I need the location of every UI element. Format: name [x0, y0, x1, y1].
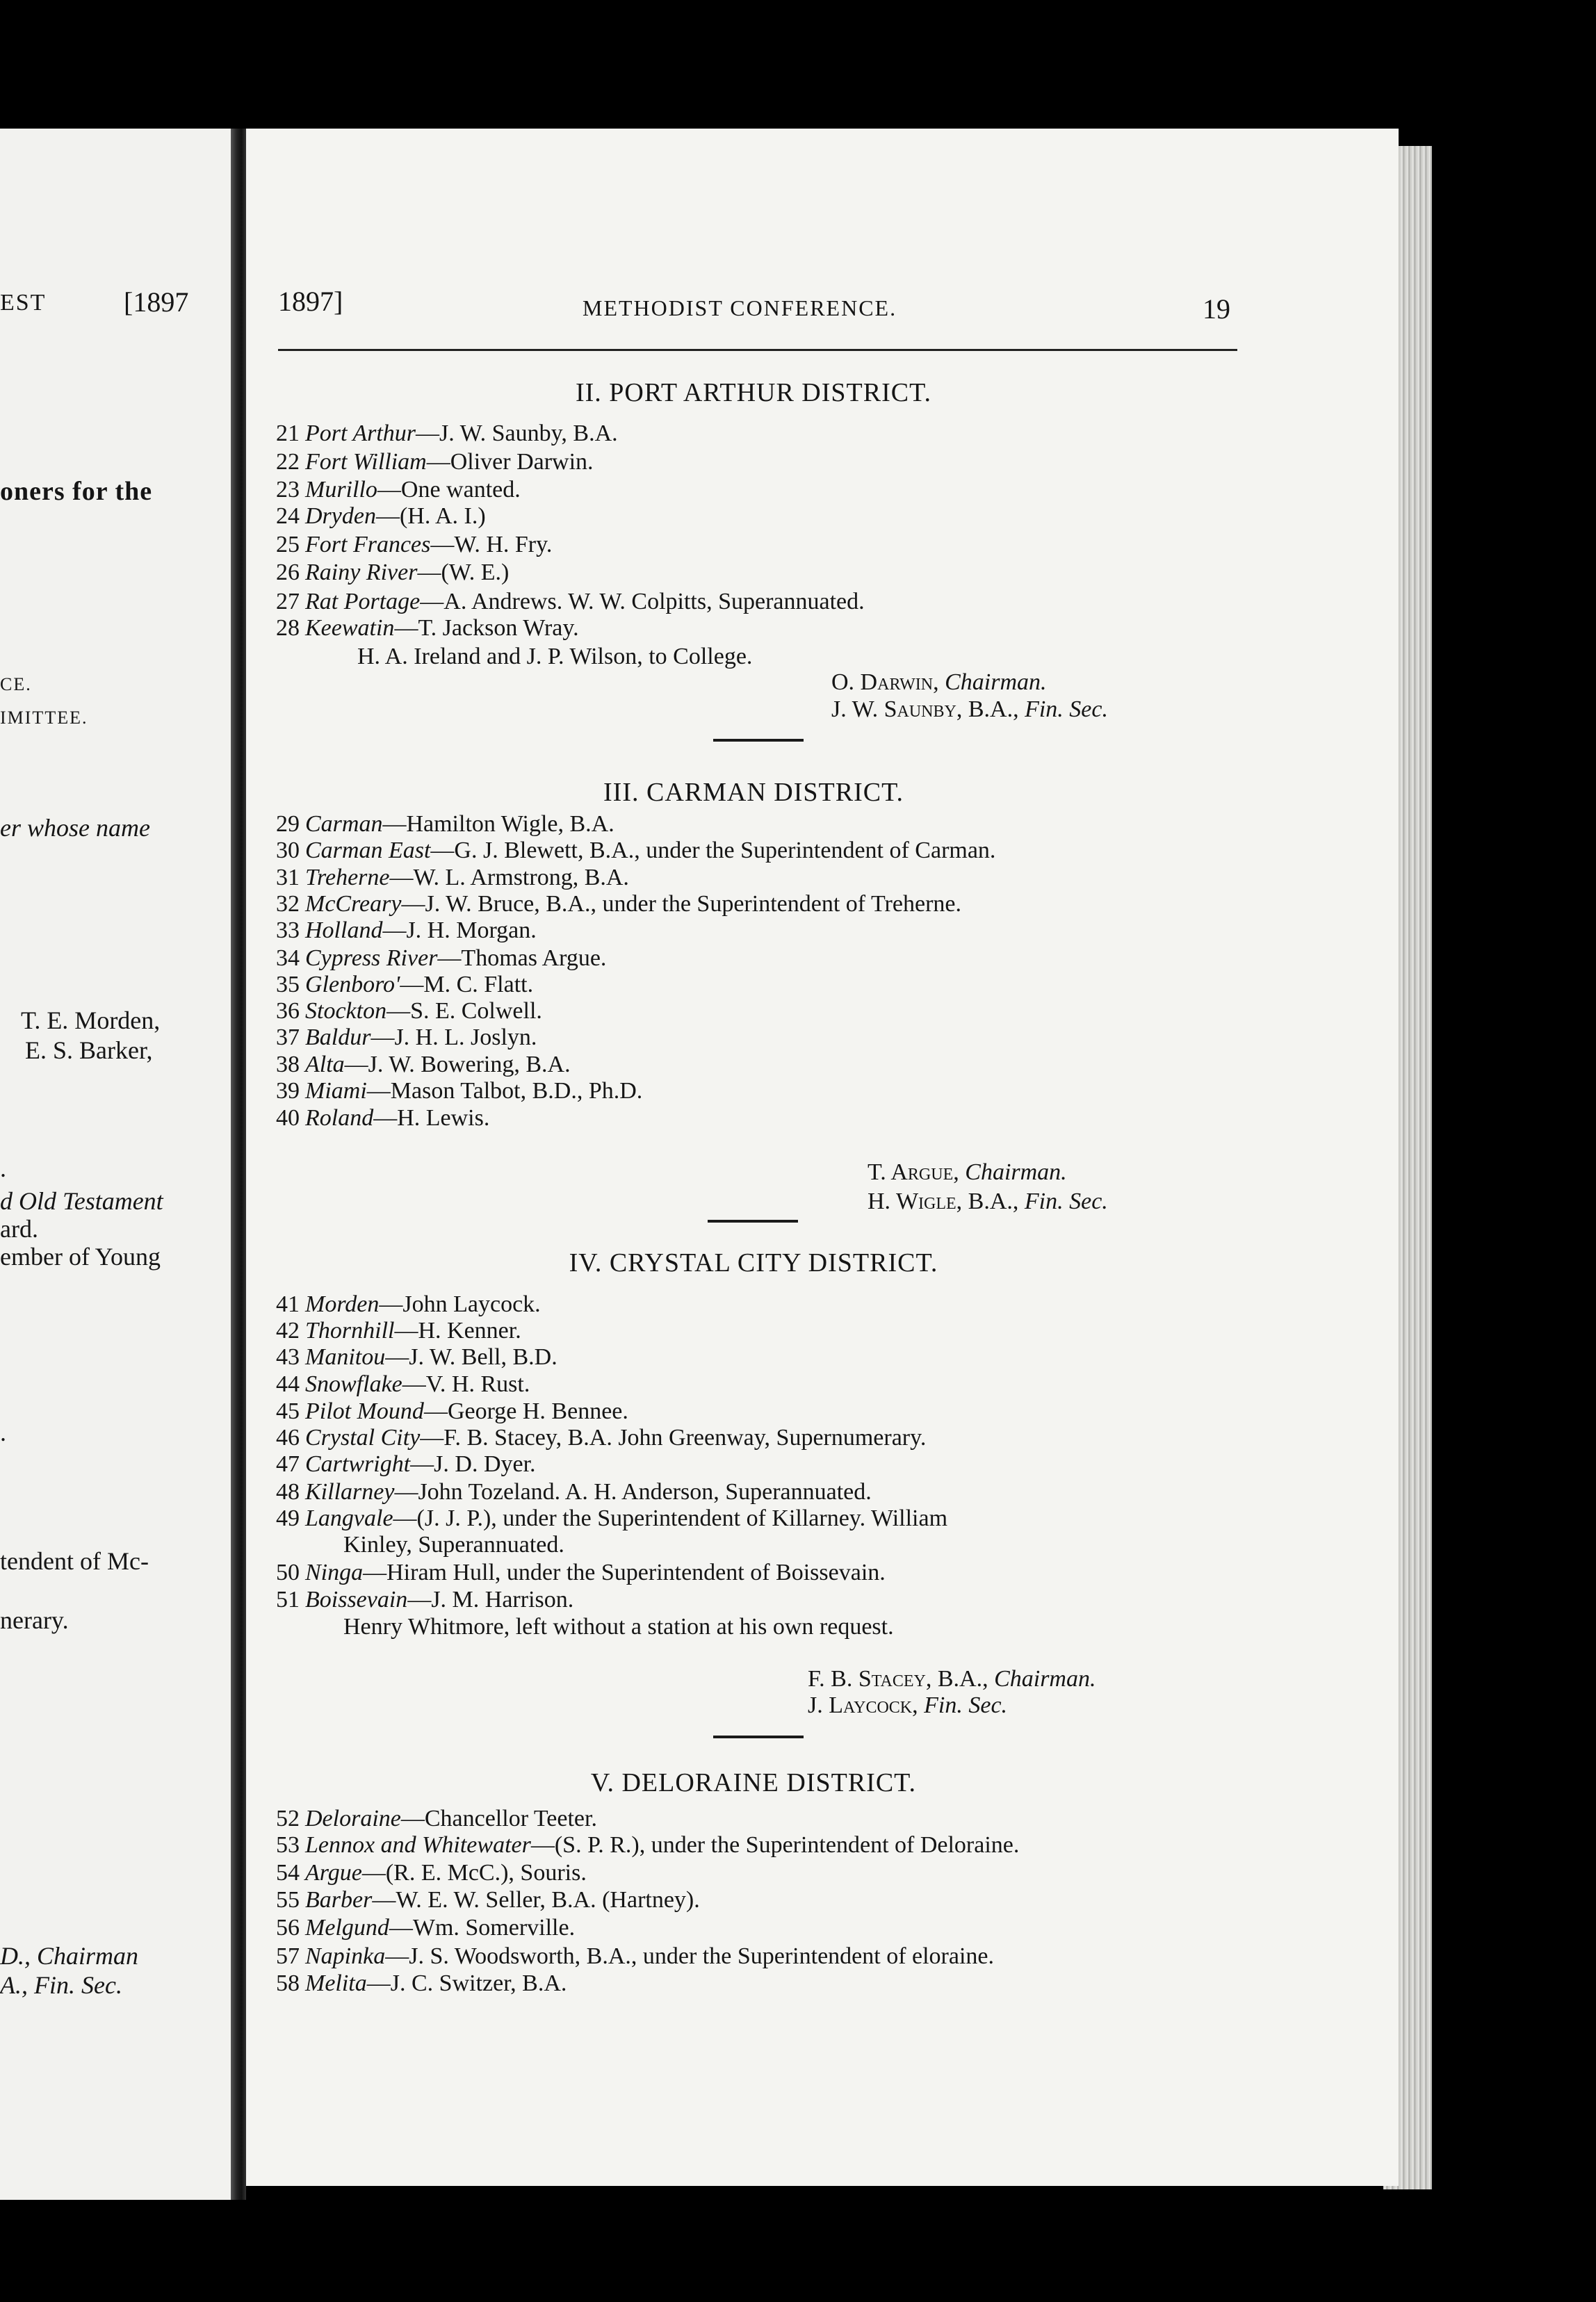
- station-entry: [276, 503, 486, 530]
- entry-number: 26: [276, 560, 300, 585]
- station-entry: [276, 1560, 886, 1586]
- entry-number: 30: [276, 838, 300, 863]
- entry-number: 25: [276, 532, 300, 557]
- entry-number: 50: [276, 1560, 300, 1585]
- appointment-text: —(W. E.): [417, 560, 510, 585]
- left-line: ard.: [0, 1215, 38, 1243]
- station-name: Baldur: [305, 1025, 371, 1050]
- left-line: .: [0, 1154, 6, 1182]
- district-note: Henry Whitmore, left without a station at his own request.: [343, 1614, 894, 1640]
- appointment-text: —J. W. Bruce, B.A., under the Superintendent of Treherne.: [401, 891, 961, 917]
- station-name: Cypress River: [305, 945, 438, 971]
- entry-number: 34: [276, 945, 300, 971]
- station-name: Pilot Mound: [305, 1398, 424, 1424]
- left-header-year: [1897: [124, 286, 189, 318]
- entry-number: 24: [276, 503, 300, 529]
- entry-number: 51: [276, 1587, 300, 1613]
- entry-number: 52: [276, 1806, 300, 1831]
- left-line: E. S. Barker,: [25, 1036, 153, 1064]
- entry-number: 28: [276, 615, 300, 641]
- appointment-text: —J. W. Saunby, B.A.: [416, 421, 618, 446]
- appointment-text: —S. E. Colwell.: [386, 998, 542, 1024]
- station-entry: [276, 1860, 587, 1886]
- entry-number: 40: [276, 1105, 300, 1131]
- appointment-text: —J. H. L. Joslyn.: [370, 1025, 537, 1050]
- left-line: A., Fin. Sec.: [0, 1971, 122, 1999]
- appointment-text: —J. C. Switzer, B.A.: [366, 1970, 567, 1996]
- page-number: 19: [1203, 293, 1230, 325]
- entry-number: 42: [276, 1318, 300, 1344]
- signatory-name: J. W. Saunby, B.A.,: [831, 696, 1019, 722]
- entry-number: 57: [276, 1943, 300, 1969]
- signatory-name: O. Darwin,: [831, 669, 939, 695]
- left-line: er whose name: [0, 814, 150, 842]
- station-entry: [276, 838, 995, 864]
- station-name: Cartwright: [305, 1451, 411, 1477]
- section-divider: [713, 739, 804, 742]
- station-entry: [276, 477, 521, 503]
- station-entry: [276, 421, 618, 447]
- entry-number: 37: [276, 1025, 300, 1050]
- signatory-role: Chairman.: [994, 1666, 1096, 1692]
- station-name: Alta: [305, 1052, 345, 1077]
- signature-line: [831, 669, 1047, 696]
- appointment-text: —(S. P. R.), under the Superintendent of Deloraine.: [530, 1832, 1020, 1858]
- left-line: tendent of Mc-: [0, 1547, 149, 1575]
- appointment-text: —Hiram Hull, under the Superintendent of Boissevain.: [363, 1560, 886, 1585]
- signatory-role: Chairman.: [945, 669, 1047, 695]
- station-entry: [276, 1078, 642, 1104]
- entry-number: 53: [276, 1832, 300, 1858]
- station-name: Langvale: [305, 1505, 393, 1531]
- station-name: Treherne: [305, 865, 390, 890]
- station-name: Lennox and Whitewater: [305, 1832, 531, 1858]
- station-name: Crystal City: [305, 1425, 421, 1451]
- station-name: Napinka: [305, 1943, 386, 1969]
- left-header-title: EST: [0, 290, 47, 316]
- section-divider: [708, 1220, 798, 1223]
- station-name: Ninga: [305, 1560, 364, 1585]
- entry-number: 38: [276, 1052, 300, 1077]
- appointment-text: —J. D. Dyer.: [410, 1451, 536, 1477]
- station-entry: [276, 615, 579, 642]
- left-line: nerary.: [0, 1606, 69, 1634]
- entry-number: 45: [276, 1398, 300, 1424]
- entry-number: 33: [276, 917, 300, 943]
- station-name: Thornhill: [305, 1318, 395, 1344]
- signatory-name: F. B. Stacey, B.A.,: [808, 1666, 988, 1692]
- entry-number: 54: [276, 1860, 300, 1886]
- station-entry: [276, 560, 509, 586]
- entry-number: 22: [276, 449, 300, 475]
- district-note: H. A. Ireland and J. P. Wilson, to College.: [357, 644, 753, 669]
- signature-line: [868, 1159, 1067, 1186]
- entry-number: 43: [276, 1344, 300, 1370]
- entry-number: 32: [276, 891, 300, 917]
- station-entry: [276, 1479, 872, 1505]
- left-line: IMITTEE.: [0, 708, 88, 728]
- station-name: Holland: [305, 917, 383, 943]
- signature-line: [808, 1692, 1007, 1719]
- signatory-role: Fin. Sec.: [924, 1692, 1008, 1718]
- station-name: Stockton: [305, 998, 387, 1024]
- station-name: Dryden: [305, 503, 376, 529]
- appointment-text: —(H. A. I.): [375, 503, 486, 529]
- station-name: Rat Portage: [305, 589, 421, 614]
- station-name: Killarney: [305, 1479, 395, 1505]
- station-entry: [276, 1025, 537, 1051]
- station-name: Murillo: [305, 477, 377, 503]
- station-entry: [276, 865, 629, 891]
- appointment-text: —Oliver Darwin.: [426, 449, 594, 475]
- station-entry: [276, 1587, 573, 1613]
- station-name: Glenboro': [305, 972, 400, 997]
- station-name: Boissevain: [305, 1587, 408, 1613]
- appointment-text: —J. W. Bowering, B.A.: [344, 1052, 571, 1077]
- station-entry: [276, 1887, 700, 1913]
- entry-number: 47: [276, 1451, 300, 1477]
- appointment-text: —Wm. Somerville.: [389, 1915, 576, 1941]
- entry-continuation: Kinley, Superannuated.: [343, 1532, 564, 1558]
- station-entry: [276, 1806, 597, 1832]
- station-name: Carman: [305, 811, 383, 837]
- appointment-text: —John Tozeland. A. H. Anderson, Superannuated.: [394, 1479, 872, 1505]
- station-entry: [276, 917, 537, 944]
- entry-number: 29: [276, 811, 300, 837]
- station-entry: [276, 1505, 947, 1532]
- appointment-text: —Thomas Argue.: [437, 945, 607, 971]
- station-name: Melgund: [305, 1915, 389, 1941]
- entry-number: 36: [276, 998, 300, 1024]
- station-entry: [276, 1915, 575, 1941]
- entry-number: 44: [276, 1371, 300, 1397]
- station-entry: [276, 1371, 530, 1398]
- appointment-text: —J. W. Bell, B.D.: [385, 1344, 557, 1370]
- signatory-name: J. Laycock,: [808, 1692, 918, 1718]
- signatory-name: T. Argue,: [868, 1159, 959, 1185]
- station-name: Manitou: [305, 1344, 386, 1370]
- appointment-text: —Hamilton Wigle, B.A.: [382, 811, 614, 837]
- station-name: Fort William: [305, 449, 427, 475]
- signatory-role: Fin. Sec.: [1024, 1189, 1108, 1214]
- station-name: Argue: [305, 1860, 362, 1886]
- appointment-text: —F. B. Stacey, B.A. John Greenway, Supernumerary.: [420, 1425, 927, 1451]
- entry-number: 48: [276, 1479, 300, 1505]
- station-entry: [276, 1832, 1019, 1859]
- entry-number: 31: [276, 865, 300, 890]
- entry-number: 27: [276, 589, 300, 614]
- appointment-text: —(R. E. McC.), Souris.: [361, 1860, 587, 1886]
- entry-number: 23: [276, 477, 300, 503]
- left-line: ember of Young: [0, 1243, 161, 1271]
- appointment-text: —G. J. Blewett, B.A., under the Superintendent of Carman.: [430, 838, 996, 863]
- station-entry: [276, 945, 606, 972]
- station-entry: [276, 1425, 926, 1451]
- left-line: oners for the: [0, 477, 153, 506]
- station-entry: [276, 1052, 571, 1078]
- station-entry: [276, 972, 533, 998]
- station-name: Fort Frances: [305, 532, 431, 557]
- appointment-text: —H. Kenner.: [394, 1318, 521, 1344]
- left-line: CE.: [0, 674, 32, 694]
- station-name: Snowflake: [305, 1371, 402, 1397]
- appointment-text: —W. L. Armstrong, B.A.: [389, 865, 629, 890]
- left-line: .: [0, 1419, 6, 1446]
- left-line: T. E. Morden,: [21, 1006, 161, 1034]
- appointment-text: —John Laycock.: [379, 1291, 541, 1317]
- station-entry: [276, 449, 594, 475]
- appointment-text: —One wanted.: [377, 477, 521, 503]
- entry-number: 56: [276, 1915, 300, 1941]
- station-name: Rainy River: [305, 560, 418, 585]
- appointment-text: —J. S. Woodsworth, B.A., under the Superintendent of eloraine.: [385, 1943, 995, 1969]
- appointment-text: —Chancellor Teeter.: [400, 1806, 597, 1831]
- station-entry: [276, 1398, 628, 1425]
- station-entry: [276, 811, 614, 838]
- appointment-text: —W. E. W. Seller, B.A. (Hartney).: [372, 1887, 700, 1913]
- appointment-text: —Mason Talbot, B.D., Ph.D.: [366, 1078, 643, 1104]
- appointment-text: —J. H. Morgan.: [382, 917, 537, 943]
- appointment-text: —George H. Bennee.: [423, 1398, 628, 1424]
- signature-line: [831, 696, 1108, 723]
- appointment-text: —V. H. Rust.: [402, 1371, 530, 1397]
- signatory-role: Fin. Sec.: [1025, 696, 1108, 722]
- signature-line: [808, 1666, 1096, 1692]
- district-title: III. CARMAN DISTRICT.: [603, 778, 904, 807]
- station-entry: [276, 1344, 557, 1371]
- station-entry: [276, 1105, 489, 1132]
- left-line: d Old Testament: [0, 1187, 163, 1215]
- station-name: Keewatin: [305, 615, 395, 641]
- station-name: Carman East: [305, 838, 431, 863]
- station-entry: [276, 1318, 521, 1344]
- running-header-title: METHODIST CONFERENCE.: [583, 295, 897, 320]
- station-name: Deloraine: [305, 1806, 401, 1831]
- appointment-text: —M. C. Flatt.: [400, 972, 534, 997]
- appointment-text: —W. H. Fry.: [430, 532, 553, 557]
- entry-number: 35: [276, 972, 300, 997]
- appointment-text: —H. Lewis.: [373, 1105, 490, 1131]
- entry-number: 21: [276, 421, 300, 446]
- entry-number: 39: [276, 1078, 300, 1104]
- appointment-text: —J. M. Harrison.: [407, 1587, 574, 1613]
- station-name: Port Arthur: [305, 421, 416, 446]
- station-entry: [276, 589, 865, 615]
- station-name: Melita: [305, 1970, 367, 1996]
- signatory-role: Chairman.: [965, 1159, 1067, 1185]
- station-name: Barber: [305, 1887, 373, 1913]
- signature-line: [868, 1189, 1108, 1215]
- station-name: McCreary: [305, 891, 402, 917]
- station-entry: [276, 998, 542, 1025]
- station-entry: [276, 1451, 536, 1478]
- appointment-text: —A. Andrews. W. W. Colpitts, Superannuated.: [420, 589, 865, 614]
- entry-number: 41: [276, 1291, 300, 1317]
- running-header-year: 1897]: [278, 286, 343, 317]
- station-name: Morden: [305, 1291, 380, 1317]
- district-title: IV. CRYSTAL CITY DISTRICT.: [569, 1248, 938, 1277]
- entry-number: 58: [276, 1970, 300, 1996]
- station-entry: [276, 1970, 567, 1997]
- district-title: II. PORT ARTHUR DISTRICT.: [575, 378, 931, 407]
- section-divider: [713, 1736, 804, 1738]
- entry-number: 49: [276, 1505, 300, 1531]
- appointment-text: —(J. J. P.), under the Superintendent of Killarney. William: [393, 1505, 948, 1531]
- station-entry: [276, 891, 961, 917]
- station-name: Roland: [305, 1105, 374, 1131]
- left-line: D., Chairman: [0, 1942, 139, 1970]
- signatory-name: H. Wigle, B.A.,: [868, 1189, 1019, 1214]
- station-name: Miami: [305, 1078, 367, 1104]
- station-entry: [276, 1943, 994, 1970]
- entry-number: 46: [276, 1425, 300, 1451]
- station-entry: [276, 1291, 541, 1318]
- appointment-text: —T. Jackson Wray.: [394, 615, 579, 641]
- entry-number: 55: [276, 1887, 300, 1913]
- district-title: V. DELORAINE DISTRICT.: [590, 1768, 917, 1797]
- station-entry: [276, 532, 552, 558]
